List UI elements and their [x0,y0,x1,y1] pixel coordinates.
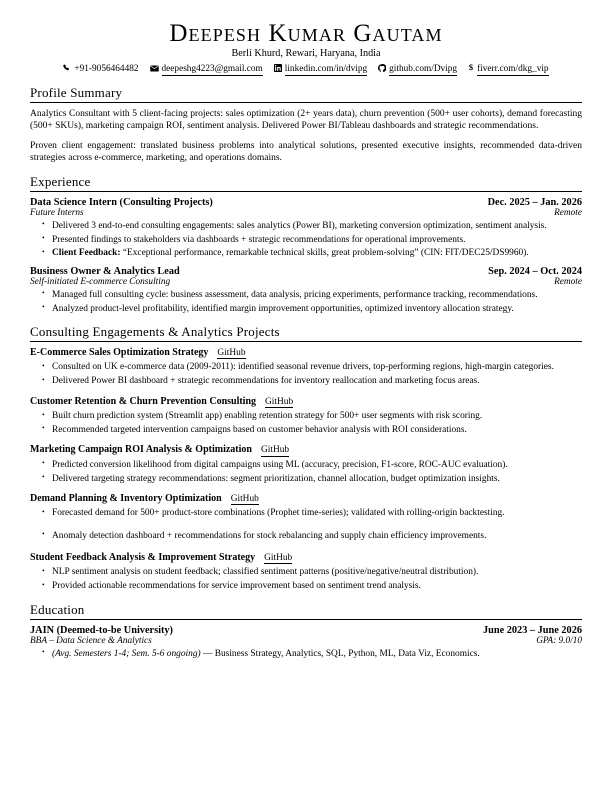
envelope-icon [150,65,159,72]
list-item: • Anomaly detection dashboard + recommendations for stock rebalancing and supply chain efficiency improvements. [52,530,582,542]
candidate-location: Berli Khurd, Rewari, Haryana, India [231,48,381,59]
project-headline [30,347,582,359]
candidate-name: Deepesh Kumar Gautam [169,20,443,47]
phone-icon [63,64,71,72]
project-item [30,552,582,593]
experience-entry [30,197,582,260]
education-note-italic: (Avg. Semesters 1-4; Sem. 5-6 ongoing) [52,648,201,659]
project-name: E-Commerce Sales Optimization Strategy [30,347,209,359]
project-bullets [30,361,582,387]
list-item: • Built churn prediction system (Streamlit app) enabling retention strategy for 500+ user segments with risk scoring. [52,410,582,422]
project-bullets [30,459,582,485]
education-gpa: GPA: 9.0/10 [536,635,582,646]
section-experience [30,174,582,316]
client-feedback-label: Client Feedback: [52,248,121,259]
experience-location: Remote [554,276,582,287]
profile-paragraph-2: Proven client engagement: translated business problems into analytical solutions, presented executive insights, recommended data-driven strategies across e-commerce, marketing, and operations domains. [30,140,582,164]
experience-entry [30,266,582,315]
project-name: Student Feedback Analysis & Improvement Strategy [30,552,256,564]
fiverr-text: fiverr.com/dkg_vip [477,64,549,74]
resume-header [30,20,582,76]
project-headline [30,552,582,564]
section-title-profile: Profile Summary [30,85,582,103]
list-item: • Delivered Power BI dashboard + strategic recommendations for inventory reallocation and marketing focus areas. [52,375,582,387]
experience-dates: Dec. 2025 – Jan. 2026 [487,196,582,208]
project-bullets [30,566,582,592]
project-bullets [30,507,582,542]
list-item: • Managed full consulting cycle: business assessment, data analysis, pricing experiments, performance tracking, recommendations. [52,289,582,301]
experience-role: Data Science Intern (Consulting Projects) [30,196,213,208]
experience-entry-headline [30,197,582,208]
project-headline [30,396,582,408]
section-title-experience: Experience [30,174,582,192]
list-item: • Analyzed product-level profitability, identified margin improvement opportunities, optimized inventory allocation strategy. [52,303,582,315]
section-title-education: Education [30,602,582,620]
experience-company: Self-initiated E-commerce Consulting [30,276,171,287]
project-bullets [30,410,582,436]
experience-entry-subline [30,208,582,218]
experience-entry-subline [30,277,582,287]
project-headline [30,444,582,456]
list-item: • Forecasted demand for 500+ product-store combinations (Prophet time-series); validated with rolling-origin backtesting. [52,507,582,519]
list-item [52,648,582,660]
contact-row [30,62,582,76]
experience-bullets [30,220,582,260]
list-item [52,247,582,259]
list-item: • Delivered 3 end-to-end consulting engagements: sales analytics (Power BI), marketing conversion optimization, sentiment analysis. [52,220,582,232]
education-dates: June 2023 – June 2026 [483,624,582,636]
contact-phone[interactable] [63,63,138,75]
client-feedback-text: “Exceptional performance, remarkable technical skills, great problem-solving” (CIN: FIT/DEC25/DS9960). [122,248,529,259]
experience-entry-headline [30,266,582,277]
experience-company: Future Interns [30,207,84,218]
project-item [30,444,582,485]
education-degree: BBA – Data Science & Analytics [30,635,152,646]
linkedin-text: linkedin.com/in/dvipg [284,64,368,74]
phone-text: +91-9056464482 [74,64,139,74]
project-name: Demand Planning & Inventory Optimization [30,492,222,504]
linkedin-icon [274,64,282,72]
contact-linkedin[interactable] [274,63,367,76]
education-bullets [30,648,582,660]
project-item [30,347,582,388]
experience-bullets [30,289,582,315]
list-item: • Predicted conversion likelihood from digital campaigns using ML (accuracy, precision, F1-score, ROC-AUC evaluation). [52,459,582,471]
project-github-link[interactable]: GitHub [260,445,290,456]
profile-paragraph-1: Analytics Consultant with 5 client-facing projects: sales optimization (2+ years data), churn prevention (500+ user cohorts), demand forecasting (500+ SKUs), marketing campaign ROI, sentiment analysis. Delivered Power BI/Tableau dashboards and strategic recommendations. [30,108,582,132]
svg-text:$: $ [468,62,474,72]
github-text: github.com/Dvipg [389,64,458,74]
education-subline [30,636,582,646]
project-github-link[interactable]: GitHub [217,348,246,359]
section-profile-summary [30,85,582,165]
project-name: Customer Retention & Churn Prevention Consulting [30,395,257,407]
list-item: • Recommended targeted intervention campaigns based on customer behavior analysis with ROI considerations. [52,424,582,436]
email-text: deepeshg4223@gmail.com [161,64,263,74]
project-github-link[interactable]: GitHub [230,493,259,504]
project-github-link[interactable]: GitHub [265,396,294,407]
education-entry [30,625,582,660]
experience-location: Remote [554,207,582,218]
experience-role: Business Owner & Analytics Lead [30,265,180,277]
section-projects [30,324,582,593]
experience-dates: Sep. 2024 – Oct. 2024 [488,265,582,277]
dollar-icon [468,63,474,72]
project-headline [30,493,582,505]
contact-github[interactable] [378,63,457,76]
project-name: Marketing Campaign ROI Analysis & Optimization [30,444,252,456]
contact-fiverr[interactable] [468,62,549,76]
list-item: • Provided actionable recommendations for service improvement based on sentiment trend analysis. [52,580,582,592]
education-note-rest: — Business Strategy, Analytics, SQL, Python, ML, Data Viz, Economics. [200,648,480,659]
project-item [30,493,582,542]
section-title-projects: Consulting Engagements & Analytics Projects [30,324,582,342]
list-item: • Delivered targeting strategy recommendations: segment prioritization, channel allocation, budget optimization insights. [52,473,582,485]
list-item: • NLP sentiment analysis on student feedback; classified sentiment patterns (positive/negative/neutral distribution). [52,566,582,578]
project-github-link[interactable]: GitHub [264,553,293,564]
education-institution: JAIN (Deemed-to-be University) [30,624,173,636]
contact-email[interactable] [150,64,263,76]
github-icon [378,64,386,72]
project-item [30,396,582,437]
list-item: • Presented findings to stakeholders via dashboards + strategic recommendations for operational improvements. [52,234,582,246]
section-education [30,602,582,660]
education-headline [30,625,582,636]
list-item: • Consulted on UK e-commerce data (2009-2011): identified seasonal revenue drivers, top-performing regions, high-margin categories. [52,361,582,373]
